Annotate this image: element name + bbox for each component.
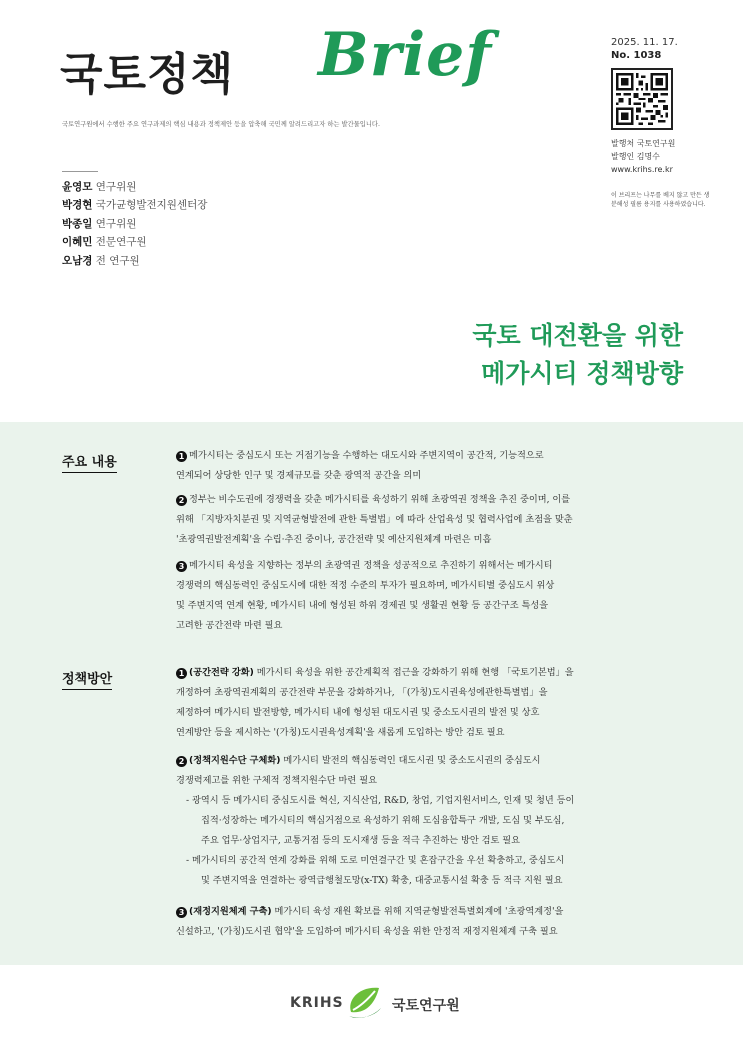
website-link[interactable]: www.krihs.re.kr [611,165,673,174]
publication-title: 국토정책 [60,49,235,100]
headline-line-1: 국토 대전환을 위한 [472,321,683,350]
author-role: 전 연구원 [95,254,140,267]
author-name: 박경현 [62,199,93,212]
publisher-name: 발행처 국토연구원 [611,139,676,148]
logo-text-en: KRIHS [290,995,344,1011]
logo-text-ko: 국토연구원 [392,998,460,1014]
author-name: 박종일 [62,217,93,230]
author-role: 연구위원 [95,181,137,193]
author-list [62,178,207,270]
main-content-item-2 [176,490,688,550]
policy-item-1 [176,663,688,743]
sub-item-line: - 메가시티의 공간적 연계 강화를 위해 도로 미연결구간 및 혼잡구간을 우선 확충하고, 중심도시 [186,855,565,866]
author-role: 연구위원 [95,217,137,230]
author-entry [62,215,207,233]
item-line: 및 주변지역 연계 현황, 메가시티 내에 형성된 하위 경제권 및 생활권 현황 등 공간구조 특성을 [176,600,549,611]
headline-line-2: 메가시티 정책방향 [481,359,683,388]
author-name: 윤영모 [62,181,93,193]
item-line: 신설하고, '(가칭)도시권 협약'을 도입하여 메가시티 육성을 위한 안정적 재정지원체계 구축 필요 [176,926,558,937]
paper-note: 이 브리프는 나무를 베지 않고 만든 생분해성 필름 용지를 사용하였습니다. [611,192,710,208]
number-badge: 1 [176,668,187,679]
item-line: 연계방안 등을 제시하는 '(가칭)도시권육성계획'을 새롭게 도입하는 방안 검토 필요 [176,727,505,738]
issue-number: No. 1038 [611,50,662,61]
publisher-info [611,137,675,176]
sub-item-line: 집적·성장하는 메가시티의 핵심거점으로 육성하기 위해 도심융합특구 개발, 도심 및 부도심, [201,815,565,826]
policy-item-3 [176,902,688,942]
sub-item-line: 주요 업무·상업지구, 교통거점 등의 도시재생 등을 적극 추진하는 방안 검토 필요 [201,835,521,846]
sub-item-line: - 광역시 등 메가시티 중심도시를 혁신, 지식산업, R&D, 창업, 기업지원서비스, 인재 및 청년 등이 [186,795,575,806]
main-content-label: 주요 내용 [62,451,117,473]
item-line: 경쟁력의 핵심동력인 중심도시에 대한 적정 수준의 투자가 필요하며, 메가시티별 중심도시 위상 [176,580,555,591]
item-line: 3 메가시티 육성을 지향하는 정부의 초광역권 정책을 성공적으로 추진하기 위해서는 메가시티 [176,556,688,576]
sub-item-line: 및 주변지역을 연결하는 광역급행철도망(x-TX) 확충, 대중교통시설 확충 등 적극 지원 필요 [201,875,563,886]
item-line: '초광역권발전계획'을 수립·추진 중이나, 공간전략 및 예산지원체계 마련은 미흡 [176,534,492,545]
main-content-item-1 [176,446,688,486]
item-line: 1 (공간전략 강화) 메가시티 육성을 위한 공간계획적 접근을 강화하기 위해 현행 「국토기본법」을 [176,663,688,683]
author-name: 오남경 [62,254,93,267]
item-line: 경쟁력제고를 위한 구체적 정책지원수단 마련 필요 [176,775,377,786]
item-line: 2 정부는 비수도권에 경쟁력을 갖춘 메가시티를 육성하기 위해 초광역권 정책을 추진 중이며, 이를 [176,490,688,510]
number-badge: 1 [176,451,187,462]
item-line: 위해 「지방자치분권 및 지역균형발전에 관한 특별법」에 따라 산업육성 및 협력사업에 초점을 맞춘 [176,514,573,525]
author-role: 전문연구원 [95,236,147,249]
author-entry [62,178,207,196]
krihs-leaf-logo-icon [345,982,385,1020]
item-line: 2 (정책지원수단 구체화) 메가시티 발전의 핵심동력인 대도시권 및 중소도시권의 중심도시 [176,751,688,771]
article-headline [472,317,683,393]
author-entry [62,252,207,270]
item-line: 연계되어 상당한 인구 및 경제규모를 갖춘 광역적 공간을 의미 [176,470,422,481]
policy-item-2 [176,751,688,891]
item-line: 3 (재정지원체계 구축) 메가시티 육성 재원 확보를 위해 지역균형발전특별회계에 '초광역계정'을 [176,902,688,922]
number-badge: 2 [176,756,187,767]
number-badge: 3 [176,907,187,918]
policy-label: 정책방안 [62,668,112,690]
issue-date: 2025. 11. 17. [611,37,678,48]
author-entry [62,233,207,251]
krihs-logo[interactable] [290,980,470,1024]
item-line: 1 메가시티는 중심도시 또는 거점기능을 수행하는 대도시와 주변지역이 공간적, 기능적으로 [176,446,688,466]
main-content-item-3 [176,556,688,636]
item-line: 고려한 공간전략 마련 필요 [176,620,283,631]
number-badge: 2 [176,495,187,506]
author-divider [62,171,98,172]
author-entry [62,196,207,214]
item-lead: (재정지원체계 구축) [189,906,272,917]
number-badge: 3 [176,561,187,572]
publication-tagline: 국토연구원에서 수행한 주요 연구과제의 핵심 내용과 정책제안 등을 압축해 국민께 알려드리고자 하는 발간물입니다. [62,121,380,128]
issuer-name: 발행인 김명수 [611,152,660,161]
item-line: 개정하여 초광역권계획의 공간전략 부문을 강화하거나, 「(가칭)도시권육성에관한특별법」을 [176,687,548,698]
author-name: 이혜민 [62,236,93,249]
qr-code-icon[interactable] [611,68,673,130]
item-line: 제정하여 메가시티 발전방향, 메가시티 내에 형성된 대도시권 및 중소도시권의 발전 및 상호 [176,707,540,718]
item-lead: (공간전략 강화) [189,667,254,678]
item-lead: (정책지원수단 구체화) [189,755,281,766]
qr-code-graphic [616,73,668,125]
publication-title-brief: Brief [318,20,493,90]
author-role: 국가균형발전지원센터장 [95,199,208,212]
